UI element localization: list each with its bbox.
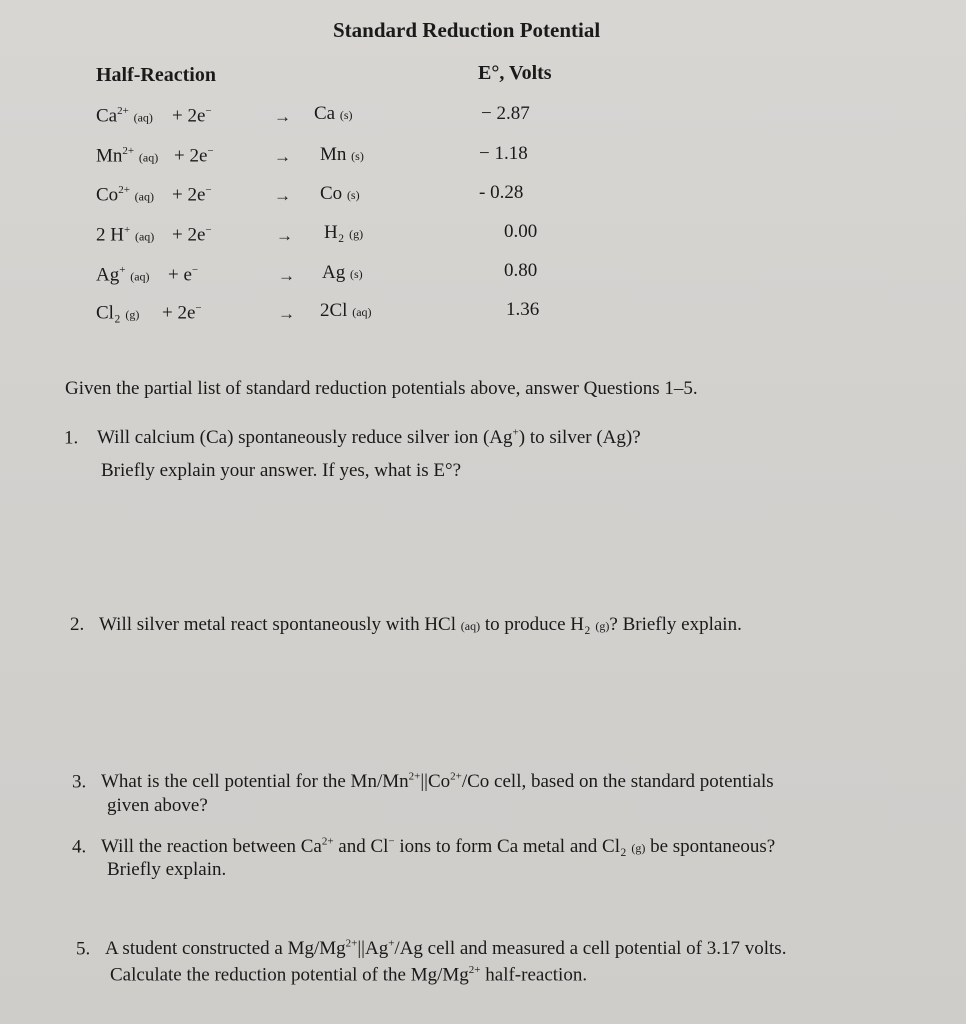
ion-charge: 2+ [122, 145, 135, 157]
question-text [101, 771, 774, 792]
text-segment: be spontaneous? [650, 836, 776, 858]
plus-sign: + [162, 302, 173, 324]
question-text [101, 836, 775, 857]
reactant [96, 184, 154, 206]
product-symbol: Ag [322, 262, 346, 283]
plus-sign: + [172, 105, 183, 127]
electron-charge: − [207, 145, 214, 157]
product-symbol: Co [320, 183, 343, 204]
plus-sign: + [174, 145, 185, 167]
potential-value: 0.80 [504, 260, 538, 281]
product [320, 300, 372, 322]
ion-symbol: Ag [96, 264, 120, 286]
text-segment: A student constructed a Mg/Mg [105, 938, 346, 960]
question-2 [70, 612, 742, 639]
text-segment: ? Briefly explain. [609, 614, 742, 635]
electron-charge: − [191, 264, 199, 276]
ion-symbol: 2 H [96, 224, 124, 246]
product [322, 262, 363, 284]
product-symbol: Ca [314, 103, 336, 124]
question-5 [76, 932, 786, 961]
potential-header: E°, Volts [478, 62, 552, 84]
state-subscript: (g) [595, 619, 610, 633]
electron-charge: − [205, 105, 212, 117]
charge-superscript: 2+ [345, 938, 358, 950]
electron-count: 2e [177, 302, 196, 324]
charge-superscript: 2+ [450, 771, 462, 783]
product-state: (s) [339, 108, 353, 122]
electron-charge: − [205, 184, 212, 196]
electron-count: 2e [187, 224, 206, 246]
reaction-arrow: → [278, 304, 295, 323]
product-state: (s) [346, 188, 360, 202]
electrons [174, 145, 214, 167]
text-segment: Will the reaction between Ca [101, 836, 322, 858]
electron-count: e [183, 264, 192, 286]
ion-state: (aq) [134, 189, 154, 204]
reactant [96, 264, 150, 286]
product-state: (aq) [352, 305, 372, 319]
charge-superscript: 2+ [321, 836, 334, 848]
reaction-arrow: → [274, 186, 291, 205]
text-segment: /Ag cell and measured a cell potential of 3.17 volts. [394, 938, 787, 960]
question-number: 1. [64, 427, 79, 449]
reaction-arrow: → [274, 147, 291, 166]
potential-value: 1.36 [506, 299, 540, 320]
potential-value: − 1.18 [479, 143, 528, 164]
question-1-line-2: Briefly explain your answer. If yes, what is E°? [101, 460, 462, 481]
plus-sign: + [168, 264, 179, 286]
question-number: 5. [76, 938, 91, 960]
state-subscript: (g) [631, 841, 646, 856]
product-state: (g) [349, 227, 364, 241]
reaction-arrow: → [274, 107, 291, 126]
product-symbol: 2Cl [320, 300, 348, 321]
electrons [172, 184, 212, 206]
text-segment: and Cl [338, 836, 389, 858]
product [320, 183, 360, 205]
potential-value: 0.00 [504, 221, 538, 242]
question-text [105, 938, 786, 959]
electron-count: 2e [187, 105, 206, 127]
question-4-line-2: Briefly explain. [107, 859, 227, 880]
question-5-line-2 [110, 958, 587, 987]
potential-value: − 2.87 [481, 103, 530, 124]
ion-charge: 2+ [118, 184, 130, 196]
charge-superscript: + [388, 938, 395, 950]
question-text [99, 614, 742, 635]
product-symbol: H₂ [324, 222, 345, 243]
product [324, 222, 363, 244]
electrons [172, 105, 212, 127]
text-segment: ions to form Ca metal and Cl₂ [399, 836, 627, 858]
product [314, 103, 353, 125]
electrons [172, 224, 212, 246]
question-number: 2. [70, 614, 85, 635]
plus-sign: + [172, 224, 183, 246]
text-segment: Will calcium (Ca) spontaneously reduce silver ion (Ag [97, 427, 513, 449]
half-reaction-header: Half-Reaction [96, 64, 216, 86]
text-segment: half-reaction. [485, 964, 588, 986]
text-segment: Will silver metal react spontaneously with HCl [99, 614, 456, 635]
instructions: Given the partial list of standard reduction potentials above, answer Questions 1–5. [65, 378, 698, 399]
plus-sign: + [172, 184, 183, 206]
charge-superscript: + [512, 427, 519, 439]
page-title: Standard Reduction Potential [333, 18, 601, 42]
ion-symbol: Co [96, 184, 119, 206]
text-segment: to produce H₂ [484, 614, 591, 635]
charge-superscript: − [388, 836, 395, 848]
ion-state: (aq) [133, 110, 153, 125]
reactant [96, 105, 153, 127]
ion-symbol: Cl₂ [96, 302, 121, 324]
reaction-arrow: → [276, 226, 293, 245]
reactant [96, 145, 158, 167]
electrons [162, 302, 202, 324]
question-3-line-2: given above? [107, 795, 208, 816]
question-number: 3. [72, 771, 87, 793]
text-segment: ) to silver (Ag)? [518, 427, 641, 449]
product-state: (s) [349, 267, 363, 281]
question-1 [64, 421, 641, 450]
electron-count: 2e [189, 145, 208, 167]
text-segment: What is the cell potential for the Mn/Mn [101, 771, 409, 793]
electron-charge: − [205, 224, 212, 236]
electrons [168, 264, 198, 286]
text-segment: ||Co [420, 771, 451, 793]
electron-count: 2e [187, 184, 206, 206]
text-segment: Calculate the reduction potential of the Mg/Mg [110, 964, 469, 986]
text-segment: ||Ag [357, 938, 389, 960]
product-state: (s) [351, 149, 364, 163]
product [320, 144, 364, 166]
charge-superscript: 2+ [468, 964, 481, 976]
reactant [96, 302, 139, 324]
potential-value: - 0.28 [479, 182, 524, 203]
electron-charge: − [195, 302, 202, 314]
question-3 [72, 765, 774, 794]
ion-charge: 2+ [117, 105, 129, 117]
ion-charge: + [123, 224, 131, 236]
ion-state: (aq) [130, 269, 150, 284]
ion-symbol: Ca [96, 105, 118, 127]
ion-state: (aq) [134, 229, 155, 244]
reactant [96, 224, 154, 246]
text-segment: /Co cell, based on the standard potentials [461, 771, 774, 793]
question-number: 4. [72, 836, 87, 858]
ion-charge: + [119, 264, 126, 276]
reaction-arrow: → [278, 266, 295, 285]
ion-state: (g) [125, 307, 140, 322]
ion-state: (aq) [138, 150, 159, 165]
state-subscript: (aq) [460, 619, 481, 633]
ion-symbol: Mn [96, 145, 123, 167]
charge-superscript: 2+ [408, 771, 421, 783]
question-text [97, 427, 641, 448]
product-symbol: Mn [320, 144, 347, 165]
